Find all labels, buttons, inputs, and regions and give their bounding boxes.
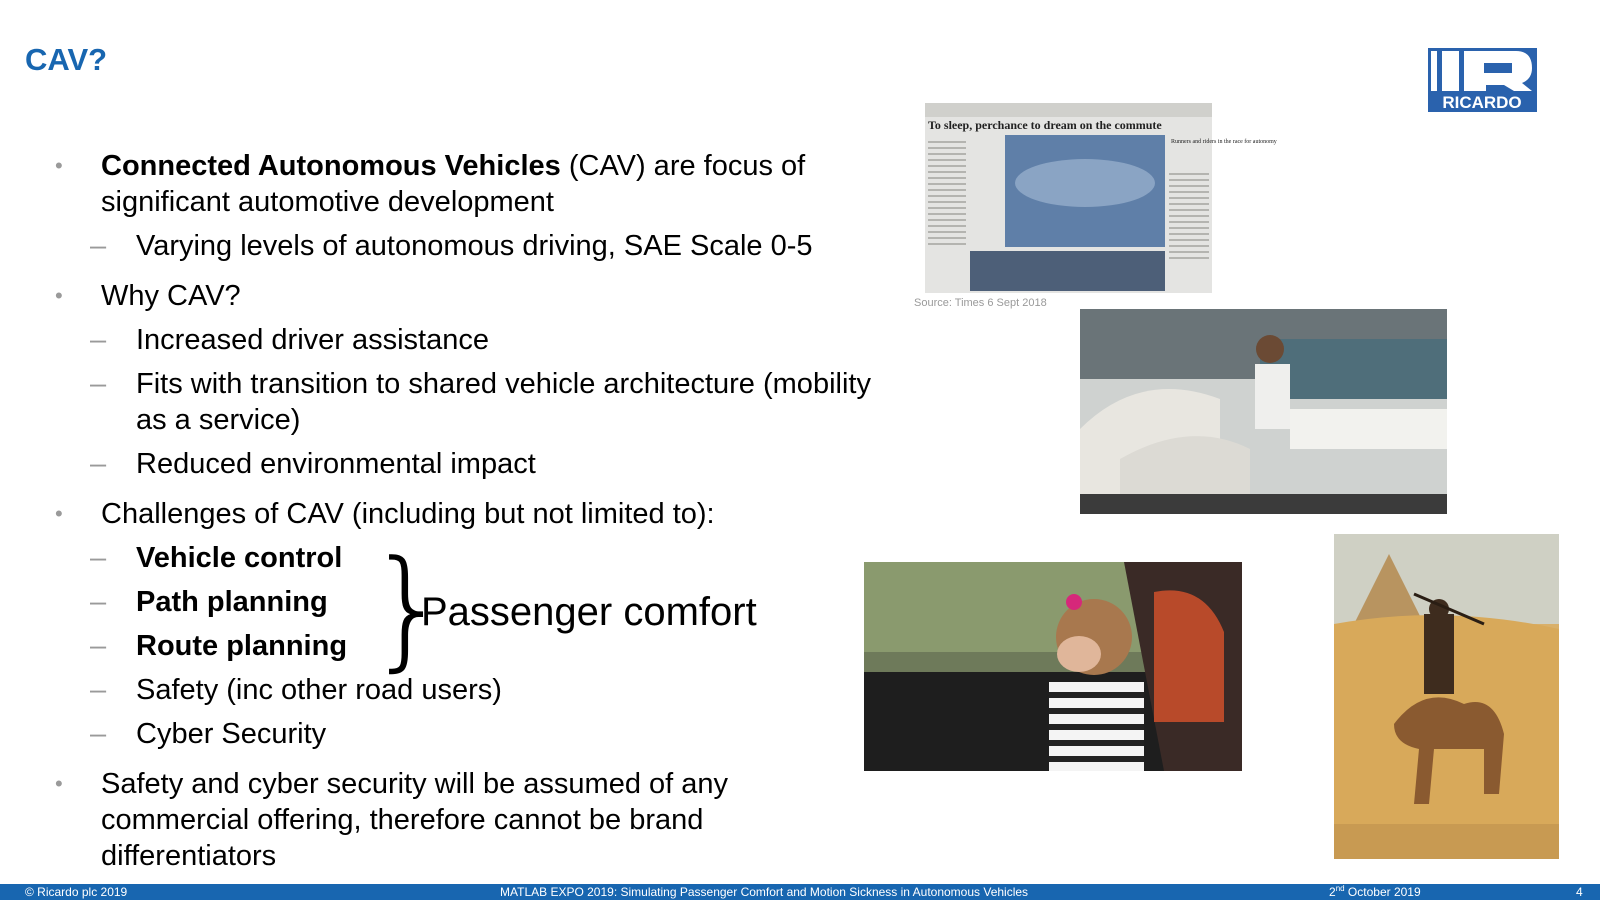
dash-marker: – bbox=[90, 542, 107, 574]
curly-brace: } bbox=[367, 532, 450, 684]
footer-date-day: 2 bbox=[1329, 885, 1336, 899]
footer-bar bbox=[0, 884, 1600, 900]
ricardo-logo bbox=[1428, 48, 1537, 112]
sub-bullet-vehicle-control bbox=[55, 540, 905, 576]
sub-bullet-text: Fits with transition to shared vehicle architecture (mobility as a service) bbox=[136, 368, 871, 436]
sub-bullet-text: Vehicle control bbox=[136, 542, 343, 574]
newspaper-image bbox=[925, 103, 1277, 293]
footer-date bbox=[1329, 884, 1421, 900]
sub-bullet-shared-vehicle bbox=[55, 366, 905, 438]
bullet-text: Challenges of CAV (including but not limited to): bbox=[101, 498, 715, 530]
newspaper-headline: To sleep, perchance to dream on the commute bbox=[928, 118, 1162, 132]
bullet-text: Safety and cyber security will be assumed of any commercial offering, therefore cannot be brand differentiators bbox=[101, 768, 729, 872]
bullet-why-cav bbox=[55, 278, 905, 314]
sub-bullet-text: Safety (inc other road users) bbox=[136, 674, 502, 706]
dash-marker: – bbox=[90, 630, 107, 662]
dash-marker: – bbox=[90, 368, 107, 400]
sub-bullet-text: Reduced environmental impact bbox=[136, 448, 536, 480]
sub-bullet-text: Varying levels of autonomous driving, SAE Scale 0-5 bbox=[136, 230, 813, 262]
bullet-cav-definition bbox=[55, 148, 905, 220]
passenger-comfort-label: Passenger comfort bbox=[421, 590, 757, 634]
bullet-marker: • bbox=[55, 501, 63, 526]
bullet-list bbox=[55, 148, 905, 882]
image-source-caption: Source: Times 6 Sept 2018 bbox=[914, 297, 1047, 309]
slide-title: CAV? bbox=[25, 42, 108, 77]
footer-date-rest: October 2019 bbox=[1344, 885, 1421, 899]
car-sick-child-image bbox=[864, 562, 1242, 771]
dash-marker: – bbox=[90, 324, 107, 356]
dash-marker: – bbox=[90, 230, 107, 262]
bullet-text: (CAV) are focus of significant automotive development bbox=[101, 150, 806, 218]
footer-date-suffix: nd bbox=[1335, 884, 1345, 893]
bullet-marker: • bbox=[55, 771, 63, 796]
sub-bullet-text: Route planning bbox=[136, 630, 348, 662]
dash-marker: – bbox=[90, 718, 107, 750]
sub-bullet-text: Path planning bbox=[136, 586, 328, 618]
bullet-safety-assumed bbox=[55, 766, 801, 874]
footer-page-number: 4 bbox=[1576, 885, 1583, 899]
sub-bullet-sae-scale bbox=[55, 228, 905, 264]
car-interior-image bbox=[1080, 309, 1447, 514]
bullet-text: Why CAV? bbox=[101, 280, 241, 312]
dash-marker: – bbox=[90, 448, 107, 480]
camel-painting-image bbox=[1334, 534, 1559, 859]
footer-event-title: MATLAB EXPO 2019: Simulating Passenger Comfort and Motion Sickness in Autonomous Vehicles bbox=[500, 885, 1029, 899]
footer-copyright: © Ricardo plc 2019 bbox=[25, 885, 128, 899]
newspaper-sidebar: Runners and riders in the race for autonomy bbox=[1171, 139, 1277, 145]
bullet-challenges bbox=[55, 496, 905, 532]
bullet-bold-text: Connected Autonomous Vehicles bbox=[101, 150, 561, 182]
sub-bullet-text: Cyber Security bbox=[136, 718, 327, 750]
logo-text: RICARDO bbox=[1442, 93, 1522, 112]
sub-bullet-cyber-security bbox=[55, 716, 905, 752]
dash-marker: – bbox=[90, 586, 107, 618]
sub-bullet-safety bbox=[55, 672, 905, 708]
bullet-marker: • bbox=[55, 283, 63, 308]
sub-bullet-text: Increased driver assistance bbox=[136, 324, 489, 356]
dash-marker: – bbox=[90, 674, 107, 706]
sub-bullet-driver-assistance bbox=[55, 322, 905, 358]
bullet-marker: • bbox=[55, 153, 63, 178]
sub-bullet-environment bbox=[55, 446, 905, 482]
